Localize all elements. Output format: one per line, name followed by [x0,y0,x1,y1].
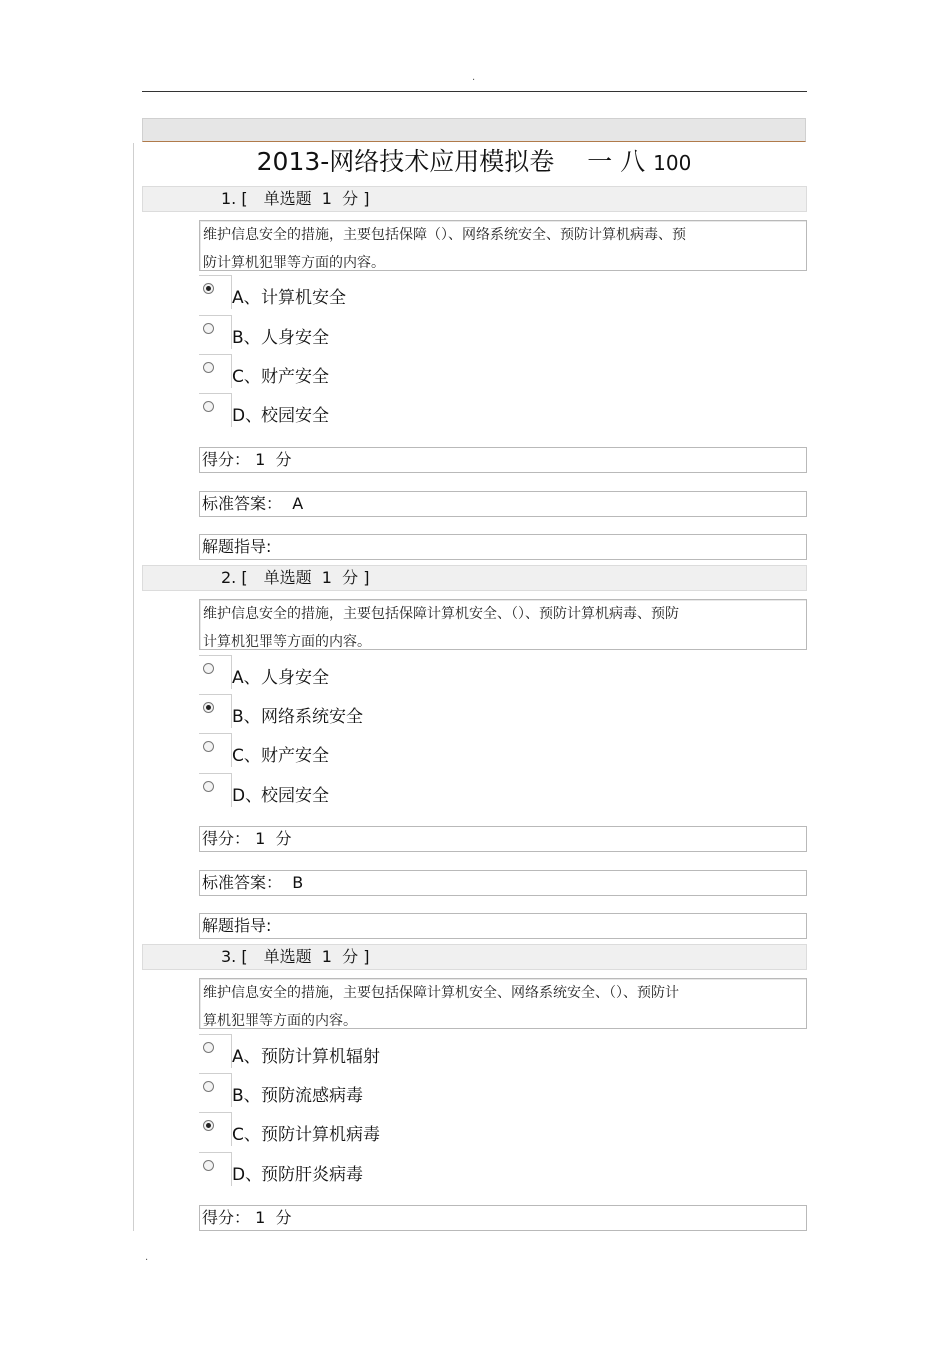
option-text: 预防计算机病毒 [261,1125,380,1145]
question-header-2 [142,565,807,591]
option-letter: B、 [232,1086,261,1106]
option-letter: C、 [232,746,261,766]
score-label: 得分： [202,450,251,469]
question-text-line: 防计算机犯罪等方面的内容。 [203,255,385,271]
answer-box-1 [199,491,807,517]
option-letter: D、 [232,406,263,426]
option-letter: B、 [232,328,261,348]
question-header-text: 1. [ 单选题 1 分 ] [221,189,370,208]
question-text-line: 维护信息安全的措施，主要包括保障计算机安全、（）、预防计算机病毒、预防 [203,606,679,622]
question-header-3 [142,944,807,970]
page-marker-top: . [472,72,476,83]
option-2a[interactable] [199,655,559,691]
radio-icon[interactable] [203,1042,214,1053]
score-box-1 [199,447,807,473]
radio-icon[interactable] [203,741,214,752]
page-title-score: 100 [653,151,692,175]
question-header-text: 2. [ 单选题 1 分 ] [221,568,370,587]
radio-icon[interactable] [203,781,214,792]
radio-icon[interactable] [203,663,214,674]
option-2c[interactable] [199,733,559,769]
radio-selected-icon[interactable] [203,702,214,713]
score-label: 得分： [202,829,251,848]
option-3b[interactable] [199,1073,559,1109]
radio-selected-icon[interactable] [203,283,214,294]
option-text: 校园安全 [261,406,329,426]
page-marker-bottom: . [145,1252,149,1263]
answer-value: A [292,494,304,513]
option-3c[interactable] [199,1112,559,1148]
score-box-2 [199,826,807,852]
left-border [133,143,134,1231]
option-letter: B、 [232,707,261,727]
option-3a[interactable] [199,1034,559,1070]
answer-value: B [292,873,304,892]
option-1d[interactable] [199,393,559,429]
question-text-1 [199,220,807,271]
page-title-text: 2013-网络技术应用模拟卷 一 八 [256,147,646,176]
option-text: 校园安全 [261,786,329,806]
header-rule [142,91,807,92]
option-letter: A、 [232,668,261,688]
answer-box-2 [199,870,807,896]
guide-box-2 [199,913,807,939]
guide-label: 解题指导: [202,916,272,935]
option-text: 预防肝炎病毒 [261,1165,363,1185]
answer-label: 标准答案： [202,494,283,513]
option-text: 预防流感病毒 [261,1086,363,1106]
guide-label: 解题指导: [202,537,272,556]
question-text-line: 计算机犯罪等方面的内容。 [203,634,371,650]
option-text: 财产安全 [261,746,329,766]
question-text-3 [199,978,807,1029]
option-letter: D、 [232,786,263,806]
option-text: 财产安全 [261,367,329,387]
option-text: 预防计算机辐射 [261,1047,380,1067]
score-value: 1 分 [255,829,292,848]
option-letter: A、 [232,288,261,308]
option-letter: C、 [232,367,261,387]
option-letter: D、 [232,1165,263,1185]
answer-label: 标准答案： [202,873,283,892]
option-text: 人身安全 [261,668,329,688]
question-text-2 [199,599,807,650]
option-text: 计算机安全 [261,288,346,308]
question-header-text: 3. [ 单选题 1 分 ] [221,947,370,966]
option-text: 人身安全 [261,328,329,348]
radio-icon[interactable] [203,323,214,334]
title-bar [142,118,806,142]
question-text-line: 维护信息安全的措施，主要包括保障（）、网络系统安全、预防计算机病毒、预 [203,227,686,243]
option-2b[interactable] [199,694,559,730]
option-1b[interactable] [199,315,559,351]
option-3d[interactable] [199,1152,559,1188]
radio-icon[interactable] [203,1160,214,1171]
option-1c[interactable] [199,354,559,390]
score-value: 1 分 [255,1208,292,1227]
score-label: 得分： [202,1208,251,1227]
radio-icon[interactable] [203,401,214,412]
option-letter: A、 [232,1047,261,1067]
score-box-3 [199,1205,807,1231]
guide-box-1 [199,534,807,560]
question-text-line: 维护信息安全的措施，主要包括保障计算机安全、网络系统安全、（）、预防计 [203,985,679,1001]
page-title [142,146,806,179]
option-2d[interactable] [199,773,559,809]
radio-selected-icon[interactable] [203,1120,214,1131]
score-value: 1 分 [255,450,292,469]
radio-icon[interactable] [203,362,214,373]
question-header-1 [142,186,807,212]
option-1a[interactable] [199,275,559,311]
option-text: 网络系统安全 [261,707,363,727]
radio-icon[interactable] [203,1081,214,1092]
option-letter: C、 [232,1125,261,1145]
question-text-line: 算机犯罪等方面的内容。 [203,1013,357,1029]
